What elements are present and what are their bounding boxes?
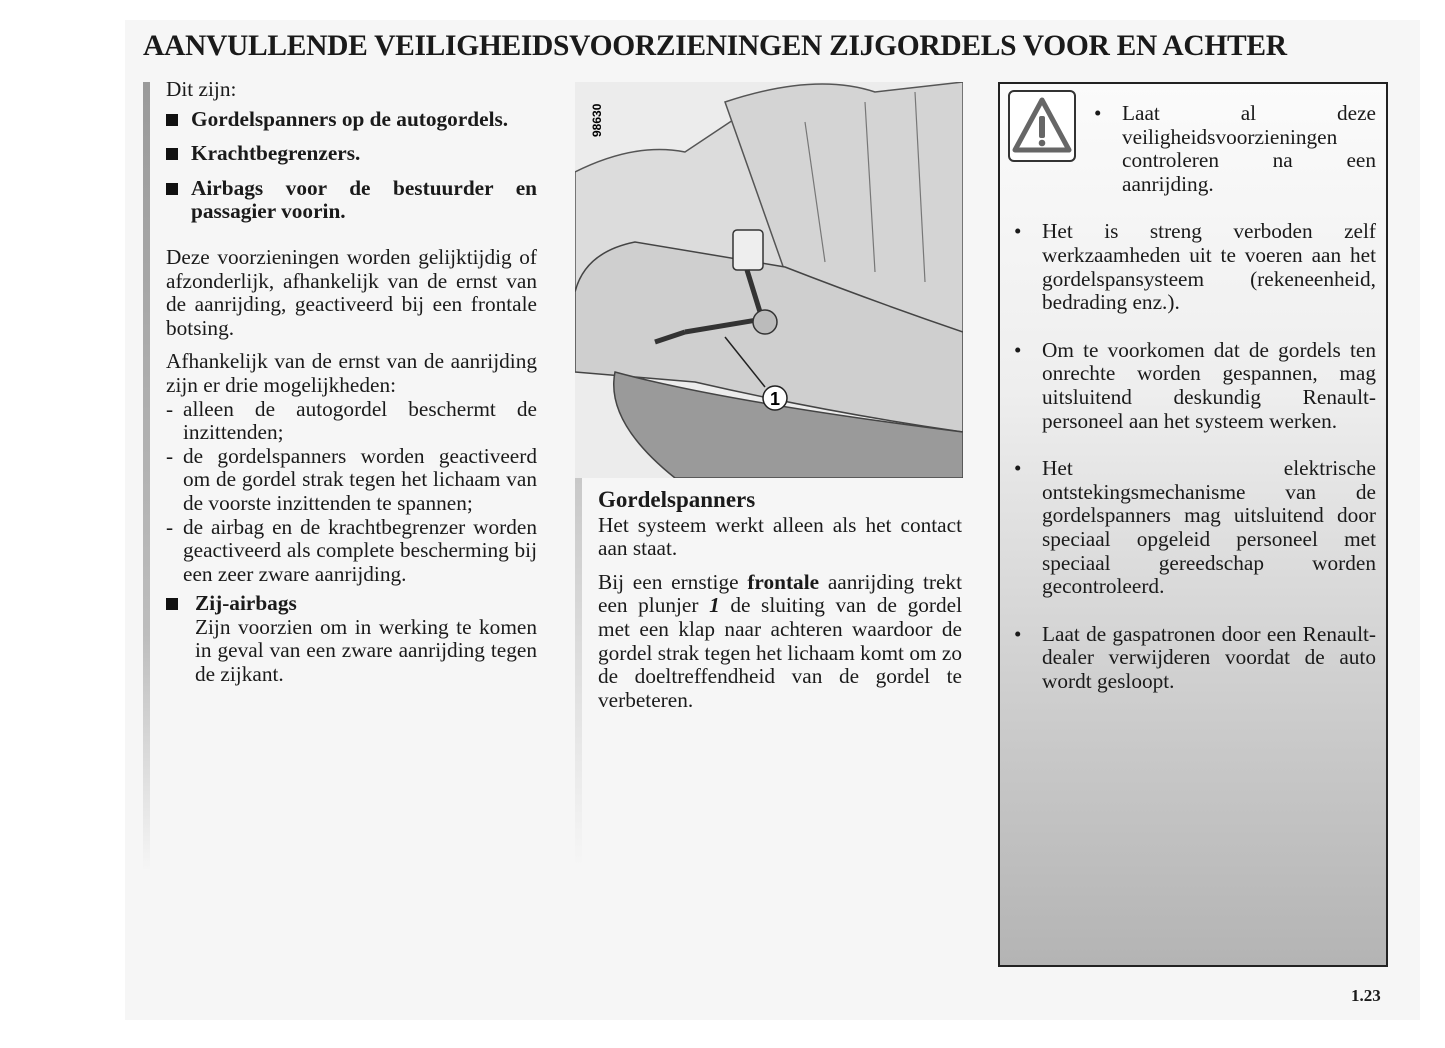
square-bullet-icon xyxy=(166,598,178,610)
middle-column xyxy=(598,488,962,722)
section-bar xyxy=(143,82,150,872)
warning-item: • Om te voorkomen dat de gordels ten onrechte worden gespannen, mag uitsluitend deskundig Renault-personeel aan het systeem werken. xyxy=(1014,337,1376,433)
section-heading: Gordelspanners xyxy=(598,487,756,512)
square-bullet-icon xyxy=(166,148,178,160)
paragraph: Afhankelijk van de ernst van de aanrijding zijn er drie mogelijkheden: xyxy=(166,349,537,397)
option-item: - de airbag en de krachtbegrenzer worden geactiveerd als complete bescherming bij een zeer zware aanrijding. xyxy=(166,514,537,586)
list-item: Airbags voor de bestuurder en passagier voorin. xyxy=(166,177,537,224)
paragraph: Bij een ernstige frontale aanrijding trekt een plunjer 1 de sluiting van de gordel met een klap naar achteren waardoor de gordel strak tegen het lichaam komt om zo de doeltreffendheid van de gordel te verbeteren. xyxy=(598,569,962,712)
option-item: - de gordelspanners worden geactiveerd om de gordel strak tegen het lichaam van de voorste inzittenden te spannen; xyxy=(166,443,537,515)
intro-text: Dit zijn: xyxy=(166,77,237,101)
section-bar xyxy=(575,478,582,868)
square-bullet-icon xyxy=(166,183,178,195)
side-airbag-text: Zijn voorzien om in werking te komen in geval van een zware aanrijding tegen de zijkant. xyxy=(195,614,537,687)
square-bullet-icon xyxy=(166,114,178,126)
warning-item: • Het is streng verboden zelf werkzaamheden uit te voeren aan het gordelspansysteem (rekeneenheid, bedrading enz.). xyxy=(1014,219,1376,315)
list-item: Krachtbegrenzers. xyxy=(166,142,537,166)
warning-item: • Laat de gaspatronen door een Renault-dealer verwijderen voordat de auto wordt gesloopt. xyxy=(1014,621,1376,693)
warning-item: • Het elektrische ontstekingsmechanisme van de gordelspanners mag uitsluitend door speciaal opgeleid personeel met speciaal gereedschap worden gecontroleerd. xyxy=(1014,456,1376,599)
left-column xyxy=(166,78,537,687)
paragraph: Het systeem werkt alleen als het contact aan staat. xyxy=(598,512,962,561)
paragraph: Deze voorzieningen worden gelijktijdig of afzonderlijk, afhankelijk van de ernst van de aanrijding, geactiveerd bij een frontale botsing. xyxy=(166,244,537,340)
seat-belt-pretensioner-illustration xyxy=(575,82,963,478)
side-airbag-heading: Zij-airbags xyxy=(166,592,537,616)
warning-box xyxy=(998,82,1388,967)
figure-code: 98630 xyxy=(590,103,604,137)
page-number: 1.23 xyxy=(1351,986,1381,1005)
callout-number: 1 xyxy=(769,389,781,409)
list-item: Gordelspanners op de autogordels. xyxy=(166,108,537,132)
page-title: AANVULLENDE VEILIGHEIDSVOORZIENINGEN ZIJGORDELS VOOR EN ACHTER xyxy=(143,30,1287,62)
option-item: - alleen de autogordel beschermt de inzittenden; xyxy=(166,396,537,445)
warning-item: • Laat al deze veiligheidsvoorzieningen controleren na een aanrijding. xyxy=(1094,101,1376,196)
